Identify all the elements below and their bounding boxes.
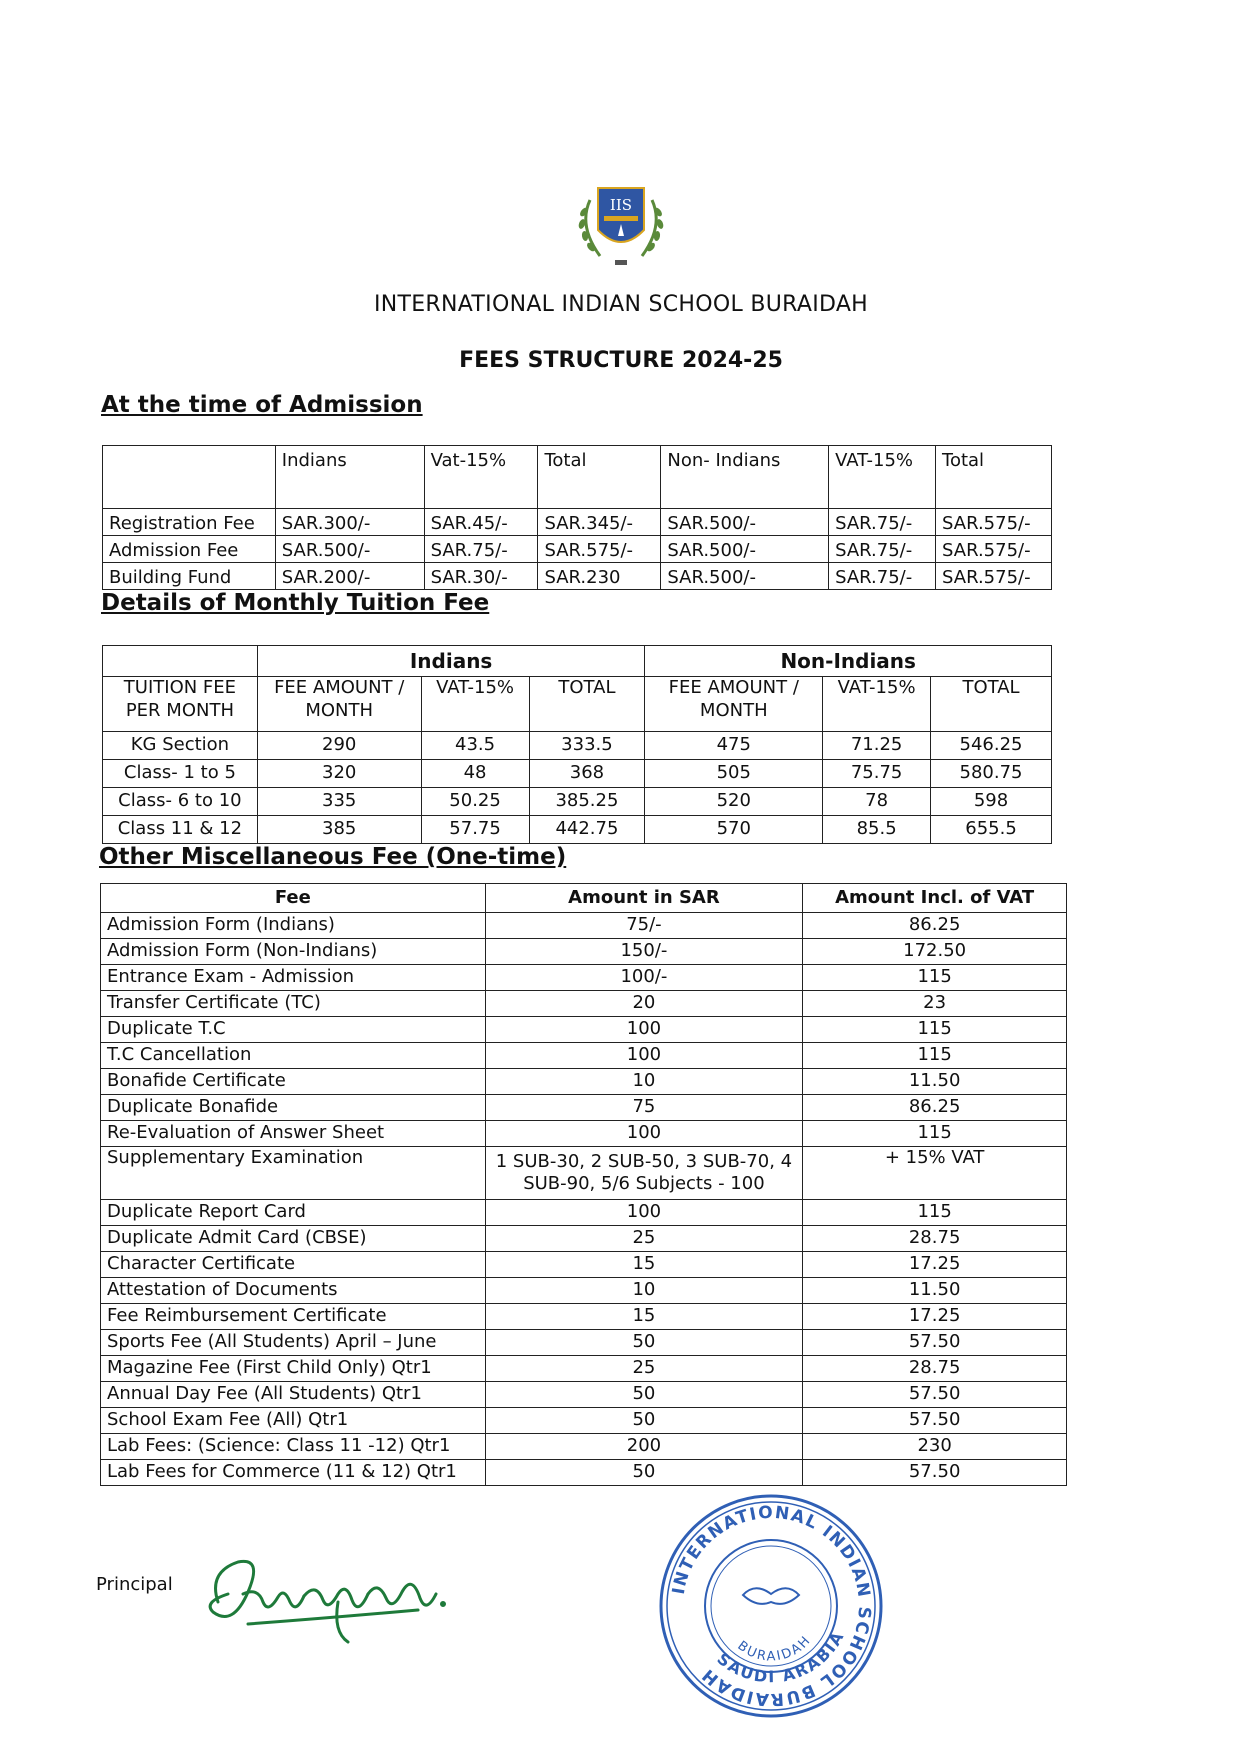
amount: 150/-: [485, 939, 803, 965]
table-row: [101, 1069, 1067, 1095]
amount: 100: [485, 1200, 803, 1226]
column-header: [103, 446, 276, 509]
amount: 50: [485, 1382, 803, 1408]
column-header: FEE AMOUNT / MONTH: [645, 677, 823, 732]
principal-label: Principal: [96, 1574, 173, 1595]
amount-incl-vat: 28.75: [803, 1356, 1067, 1382]
fee-name: School Exam Fee (All) Qtr1: [101, 1408, 486, 1434]
fee-name: Magazine Fee (First Child Only) Qtr1: [101, 1356, 486, 1382]
amount: 10: [485, 1278, 803, 1304]
admission-fee-table: [102, 445, 1052, 590]
amount-incl-vat: 230: [803, 1434, 1067, 1460]
group-header-row: [103, 646, 1052, 677]
table-cell: 505: [645, 760, 823, 788]
amount-incl-vat: 23: [803, 991, 1067, 1017]
document-title: FEES STRUCTURE 2024-25: [459, 348, 783, 373]
amount: 1 SUB-30, 2 SUB-50, 3 SUB-70, 4 SUB-90, 5/6 Subjects - 100: [485, 1147, 803, 1200]
school-logo: [570, 178, 672, 270]
table-cell: 368: [529, 760, 645, 788]
table-cell: 50.25: [421, 788, 529, 816]
table-cell: 57.75: [421, 816, 529, 844]
fee-name: Duplicate Admit Card (CBSE): [101, 1226, 486, 1252]
table-row: [101, 1200, 1067, 1226]
tuition-fee-table: [102, 645, 1052, 844]
table-cell: SAR.500/-: [661, 509, 829, 536]
table-cell: SAR.30/-: [424, 563, 538, 590]
table-cell: SAR.75/-: [829, 509, 936, 536]
table-cell: 520: [645, 788, 823, 816]
table-cell: 335: [257, 788, 421, 816]
table-cell: 655.5: [931, 816, 1052, 844]
table-cell: SAR.45/-: [424, 509, 538, 536]
fee-name: Lab Fees for Commerce (11 & 12) Qtr1: [101, 1460, 486, 1486]
table-header-row: [103, 446, 1052, 509]
amount: 25: [485, 1226, 803, 1252]
admission-heading: At the time of Admission: [101, 392, 423, 418]
amount-incl-vat: 17.25: [803, 1252, 1067, 1278]
column-header: VAT-15%: [421, 677, 529, 732]
class-name: Class- 1 to 5: [103, 760, 258, 788]
svg-text:IIS: IIS: [609, 196, 633, 214]
table-cell: 385: [257, 816, 421, 844]
svg-text:INTERNATIONAL INDIAN SCHOOL BU: INTERNATIONAL INDIAN SCHOOL BURAIDAH: [668, 1502, 875, 1710]
table-cell: SAR.500/-: [661, 536, 829, 563]
table-row: [101, 1460, 1067, 1486]
fee-name: Supplementary Examination: [101, 1147, 486, 1200]
amount: 25: [485, 1356, 803, 1382]
amount: 100: [485, 1017, 803, 1043]
amount-incl-vat: 57.50: [803, 1460, 1067, 1486]
table-cell: SAR.500/-: [661, 563, 829, 590]
amount-incl-vat: 57.50: [803, 1408, 1067, 1434]
table-row: [103, 788, 1052, 816]
class-name: Class 11 & 12: [103, 816, 258, 844]
table-cell: 78: [823, 788, 931, 816]
table-row: [101, 1121, 1067, 1147]
table-cell: 48: [421, 760, 529, 788]
table-cell: SAR.500/-: [275, 536, 424, 563]
tuition-heading: Details of Monthly Tuition Fee: [101, 590, 490, 616]
amount: 100/-: [485, 965, 803, 991]
table-row: [101, 965, 1067, 991]
table-row: [101, 1408, 1067, 1434]
table-row: [101, 939, 1067, 965]
column-header: Indians: [275, 446, 424, 509]
amount-incl-vat: 115: [803, 1200, 1067, 1226]
table-cell: SAR.575/-: [936, 563, 1052, 590]
fee-name: Sports Fee (All Students) April – June: [101, 1330, 486, 1356]
table-cell: SAR.575/-: [936, 509, 1052, 536]
fee-name: Annual Day Fee (All Students) Qtr1: [101, 1382, 486, 1408]
column-header: Vat-15%: [424, 446, 538, 509]
table-cell: SAR.75/-: [829, 536, 936, 563]
table-cell: 320: [257, 760, 421, 788]
column-header: TOTAL: [931, 677, 1052, 732]
fee-name: Duplicate Report Card: [101, 1200, 486, 1226]
column-header: VAT-15%: [823, 677, 931, 732]
amount-incl-vat: 115: [803, 1017, 1067, 1043]
amount-incl-vat: 17.25: [803, 1304, 1067, 1330]
table-header-row: [103, 677, 1052, 732]
table-row: [101, 1278, 1067, 1304]
table-row: [101, 913, 1067, 939]
column-header: FEE AMOUNT / MONTH: [257, 677, 421, 732]
class-name: Class- 6 to 10: [103, 788, 258, 816]
table-row: [101, 1356, 1067, 1382]
table-row: [101, 1304, 1067, 1330]
table-cell: SAR.575/-: [936, 536, 1052, 563]
table-cell: 570: [645, 816, 823, 844]
amount: 75: [485, 1095, 803, 1121]
misc-fee-table: [100, 883, 1067, 1486]
fee-name: Bonafide Certificate: [101, 1069, 486, 1095]
table-row: [101, 1330, 1067, 1356]
amount: 15: [485, 1252, 803, 1278]
principal-signature: [188, 1532, 458, 1652]
column-header: Amount Incl. of VAT: [803, 884, 1067, 913]
amount: 50: [485, 1460, 803, 1486]
amount-incl-vat: 11.50: [803, 1069, 1067, 1095]
fee-name: Admission Form (Indians): [101, 913, 486, 939]
fee-name: Fee Reimbursement Certificate: [101, 1304, 486, 1330]
table-cell: 333.5: [529, 732, 645, 760]
column-header: Total: [936, 446, 1052, 509]
amount: 15: [485, 1304, 803, 1330]
school-name: INTERNATIONAL INDIAN SCHOOL BURAIDAH: [373, 292, 869, 317]
table-cell: SAR.75/-: [829, 563, 936, 590]
amount-incl-vat: 28.75: [803, 1226, 1067, 1252]
amount: 50: [485, 1330, 803, 1356]
amount-incl-vat: 57.50: [803, 1330, 1067, 1356]
table-row: [101, 1017, 1067, 1043]
amount: 100: [485, 1043, 803, 1069]
table-cell: 43.5: [421, 732, 529, 760]
amount-incl-vat: 115: [803, 965, 1067, 991]
table-cell: 71.25: [823, 732, 931, 760]
table-row: [101, 1095, 1067, 1121]
amount: 75/-: [485, 913, 803, 939]
fee-name: Re-Evaluation of Answer Sheet: [101, 1121, 486, 1147]
table-row: [101, 1382, 1067, 1408]
svg-text:BURAIDAH: BURAIDAH: [734, 1632, 815, 1665]
misc-heading: Other Miscellaneous Fee (One-time): [99, 844, 567, 870]
table-row: [101, 1147, 1067, 1200]
table-cell: SAR.575/-: [538, 536, 661, 563]
column-header: TOTAL: [529, 677, 645, 732]
amount-incl-vat: 57.50: [803, 1382, 1067, 1408]
table-row: [103, 509, 1052, 536]
amount: 50: [485, 1408, 803, 1434]
table-row: [101, 1434, 1067, 1460]
column-header: VAT-15%: [829, 446, 936, 509]
table-cell: 385.25: [529, 788, 645, 816]
group-header-indians: Indians: [257, 646, 645, 677]
table-cell: SAR.345/-: [538, 509, 661, 536]
table-row: [101, 1043, 1067, 1069]
fee-name: Character Certificate: [101, 1252, 486, 1278]
table-row: [103, 536, 1052, 563]
table-cell: SAR.75/-: [424, 536, 538, 563]
table-cell: SAR.300/-: [275, 509, 424, 536]
school-stamp: [655, 1490, 887, 1722]
table-row: [103, 760, 1052, 788]
amount: 10: [485, 1069, 803, 1095]
column-header: Total: [538, 446, 661, 509]
group-header-non-indians: Non-Indians: [645, 646, 1052, 677]
table-cell: SAR.200/-: [275, 563, 424, 590]
table-cell: 442.75: [529, 816, 645, 844]
column-header: Non- Indians: [661, 446, 829, 509]
table-cell: [103, 646, 258, 677]
table-cell: 580.75: [931, 760, 1052, 788]
svg-text:SAUDI ARABIA: SAUDI ARABIA: [713, 1627, 849, 1687]
fee-name: Duplicate T.C: [101, 1017, 486, 1043]
fee-name: Admission Form (Non-Indians): [101, 939, 486, 965]
amount: 20: [485, 991, 803, 1017]
amount-incl-vat: 86.25: [803, 1095, 1067, 1121]
table-cell: 546.25: [931, 732, 1052, 760]
fee-name: T.C Cancellation: [101, 1043, 486, 1069]
table-row: [103, 732, 1052, 760]
table-cell: SAR.230: [538, 563, 661, 590]
fee-name: Registration Fee: [103, 509, 276, 536]
amount-incl-vat: 86.25: [803, 913, 1067, 939]
fee-name: Transfer Certificate (TC): [101, 991, 486, 1017]
amount: 200: [485, 1434, 803, 1460]
table-row: [101, 1252, 1067, 1278]
column-header: Amount in SAR: [485, 884, 803, 913]
column-header: TUITION FEE PER MONTH: [103, 677, 258, 732]
fee-name: Attestation of Documents: [101, 1278, 486, 1304]
column-header: Fee: [101, 884, 486, 913]
fee-name: Building Fund: [103, 563, 276, 590]
amount-incl-vat: 115: [803, 1121, 1067, 1147]
table-cell: 598: [931, 788, 1052, 816]
table-row: [101, 991, 1067, 1017]
table-row: [103, 563, 1052, 590]
amount-incl-vat: + 15% VAT: [803, 1147, 1067, 1200]
amount-incl-vat: 11.50: [803, 1278, 1067, 1304]
table-row: [101, 1226, 1067, 1252]
amount: 100: [485, 1121, 803, 1147]
class-name: KG Section: [103, 732, 258, 760]
fee-name: Duplicate Bonafide: [101, 1095, 486, 1121]
table-header-row: [101, 884, 1067, 913]
table-row: [103, 816, 1052, 844]
table-cell: 75.75: [823, 760, 931, 788]
table-cell: 85.5: [823, 816, 931, 844]
fee-name: Entrance Exam - Admission: [101, 965, 486, 991]
fee-name: Lab Fees: (Science: Class 11 -12) Qtr1: [101, 1434, 486, 1460]
table-cell: 290: [257, 732, 421, 760]
table-cell: 475: [645, 732, 823, 760]
fee-name: Admission Fee: [103, 536, 276, 563]
amount-incl-vat: 115: [803, 1043, 1067, 1069]
amount-incl-vat: 172.50: [803, 939, 1067, 965]
